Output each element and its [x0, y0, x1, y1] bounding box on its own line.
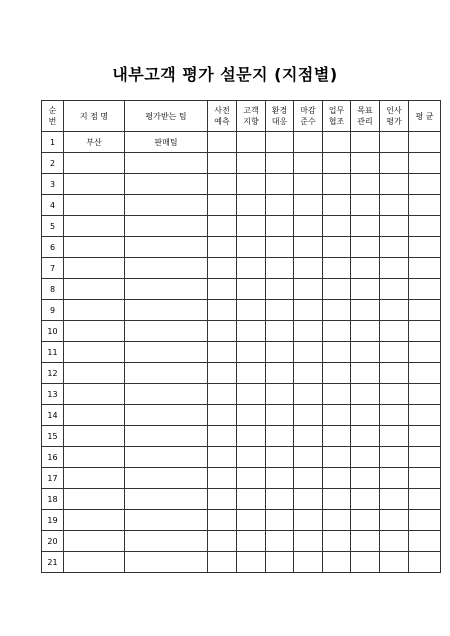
score-cell[interactable]: [208, 426, 237, 447]
score-cell[interactable]: [409, 258, 441, 279]
column-header-line1: 환경: [271, 106, 288, 115]
branch-name-cell: [64, 489, 125, 510]
column-header-line1: 지 점 명: [79, 111, 109, 121]
score-cell[interactable]: [323, 279, 351, 300]
score-cell[interactable]: [294, 384, 323, 405]
team-name-cell: [125, 174, 208, 195]
score-cell[interactable]: [208, 405, 237, 426]
score-cell[interactable]: [351, 258, 380, 279]
score-cell[interactable]: [266, 174, 294, 195]
score-cell[interactable]: [380, 132, 409, 153]
score-cell[interactable]: [266, 132, 294, 153]
branch-name-cell: [64, 279, 125, 300]
team-name-cell: [125, 363, 208, 384]
score-cell[interactable]: [294, 174, 323, 195]
row-number-cell: 5: [42, 216, 64, 237]
score-cell[interactable]: [294, 468, 323, 489]
score-cell[interactable]: [208, 216, 237, 237]
score-cell[interactable]: [380, 426, 409, 447]
score-cell[interactable]: [351, 405, 380, 426]
score-cell[interactable]: [208, 132, 237, 153]
row-number-cell: 1: [42, 132, 64, 153]
row-number-cell: 7: [42, 258, 64, 279]
table-row: [42, 405, 441, 426]
score-cell[interactable]: [380, 153, 409, 174]
score-cell[interactable]: [266, 384, 294, 405]
score-cell[interactable]: [351, 321, 380, 342]
row-number-cell: 16: [42, 447, 64, 468]
score-cell[interactable]: [323, 426, 351, 447]
column-header: [323, 101, 351, 132]
branch-name-cell: [64, 195, 125, 216]
score-cell[interactable]: [208, 510, 237, 531]
column-header-line2: 준수: [300, 117, 316, 126]
score-cell[interactable]: [380, 300, 409, 321]
column-header: [409, 101, 441, 132]
score-cell[interactable]: [409, 153, 441, 174]
score-cell[interactable]: [266, 237, 294, 258]
score-cell[interactable]: [237, 531, 266, 552]
branch-name-cell: [64, 258, 125, 279]
score-cell[interactable]: [266, 342, 294, 363]
score-cell[interactable]: [351, 531, 380, 552]
score-cell[interactable]: [237, 363, 266, 384]
score-cell[interactable]: [208, 321, 237, 342]
score-cell[interactable]: [351, 153, 380, 174]
score-cell[interactable]: [409, 489, 441, 510]
score-cell[interactable]: [237, 195, 266, 216]
team-name-cell: 판매팀: [125, 132, 208, 153]
column-header-line2: 대응: [271, 117, 288, 126]
score-cell[interactable]: [323, 447, 351, 468]
row-number-cell: 9: [42, 300, 64, 321]
score-cell[interactable]: [266, 489, 294, 510]
table-row: [42, 300, 441, 321]
score-cell[interactable]: [351, 342, 380, 363]
column-header-line1: 평 균: [415, 111, 434, 121]
score-cell[interactable]: [351, 132, 380, 153]
score-cell[interactable]: [409, 468, 441, 489]
score-cell[interactable]: [266, 468, 294, 489]
score-cell[interactable]: [351, 237, 380, 258]
team-name-cell: [125, 237, 208, 258]
score-cell[interactable]: [380, 384, 409, 405]
score-cell[interactable]: [266, 300, 294, 321]
score-cell[interactable]: [208, 531, 237, 552]
score-cell[interactable]: [237, 489, 266, 510]
score-cell[interactable]: [208, 363, 237, 384]
table-row: [42, 321, 441, 342]
score-cell[interactable]: [409, 321, 441, 342]
branch-name-cell: [64, 300, 125, 321]
score-cell[interactable]: [351, 384, 380, 405]
branch-name-cell: [64, 552, 125, 573]
column-header-line1: 평가받는 팀: [145, 111, 187, 121]
column-header: [266, 101, 294, 132]
table-row: [42, 237, 441, 258]
column-header: [294, 101, 323, 132]
table-row: [42, 258, 441, 279]
score-cell[interactable]: [409, 426, 441, 447]
score-cell[interactable]: [351, 363, 380, 384]
table-row: [42, 153, 441, 174]
score-cell[interactable]: [409, 552, 441, 573]
score-cell[interactable]: [323, 510, 351, 531]
column-header-line1: 고객: [243, 106, 259, 115]
row-number-cell: 13: [42, 384, 64, 405]
branch-name-cell: [64, 174, 125, 195]
row-number-cell: 10: [42, 321, 64, 342]
score-cell[interactable]: [323, 468, 351, 489]
score-cell[interactable]: [208, 342, 237, 363]
table-row: [42, 279, 441, 300]
column-header: [42, 101, 64, 132]
score-cell[interactable]: [294, 237, 323, 258]
score-cell[interactable]: [237, 552, 266, 573]
score-cell[interactable]: [409, 216, 441, 237]
score-cell[interactable]: [266, 279, 294, 300]
row-number-cell: 18: [42, 489, 64, 510]
score-cell[interactable]: [380, 531, 409, 552]
table-row: [42, 552, 441, 573]
score-cell[interactable]: [323, 531, 351, 552]
score-cell[interactable]: [351, 510, 380, 531]
team-name-cell: [125, 447, 208, 468]
team-name-cell: [125, 405, 208, 426]
score-cell[interactable]: [266, 552, 294, 573]
score-cell[interactable]: [380, 363, 409, 384]
column-header-line2: 협조: [328, 117, 345, 126]
branch-name-cell: [64, 153, 125, 174]
score-cell[interactable]: [380, 279, 409, 300]
team-name-cell: [125, 384, 208, 405]
score-cell[interactable]: [266, 510, 294, 531]
survey-table: [41, 100, 441, 573]
table-row: [42, 216, 441, 237]
score-cell[interactable]: [323, 216, 351, 237]
score-cell[interactable]: [409, 237, 441, 258]
team-name-cell: [125, 426, 208, 447]
score-cell[interactable]: [237, 342, 266, 363]
score-cell[interactable]: [380, 258, 409, 279]
score-cell[interactable]: [266, 531, 294, 552]
score-cell[interactable]: [351, 489, 380, 510]
team-name-cell: [125, 552, 208, 573]
score-cell[interactable]: [237, 153, 266, 174]
row-number-cell: 11: [42, 342, 64, 363]
score-cell[interactable]: [323, 153, 351, 174]
column-header-line2: 평가: [386, 117, 402, 126]
score-cell[interactable]: [323, 342, 351, 363]
branch-name-cell: [64, 405, 125, 426]
score-cell[interactable]: [323, 132, 351, 153]
score-cell[interactable]: [351, 174, 380, 195]
team-name-cell: [125, 195, 208, 216]
score-cell[interactable]: [323, 405, 351, 426]
score-cell[interactable]: [409, 363, 441, 384]
column-header-line1: 업무: [328, 106, 345, 115]
score-cell[interactable]: [208, 300, 237, 321]
score-cell[interactable]: [208, 174, 237, 195]
score-cell[interactable]: [237, 258, 266, 279]
score-cell[interactable]: [208, 552, 237, 573]
score-cell[interactable]: [294, 342, 323, 363]
score-cell[interactable]: [237, 237, 266, 258]
branch-name-cell: [64, 216, 125, 237]
row-number-cell: 8: [42, 279, 64, 300]
score-cell[interactable]: [409, 447, 441, 468]
score-cell[interactable]: [351, 216, 380, 237]
score-cell[interactable]: [323, 489, 351, 510]
table-row: [42, 132, 441, 153]
column-header: [237, 101, 266, 132]
score-cell[interactable]: [266, 447, 294, 468]
score-cell[interactable]: [266, 195, 294, 216]
score-cell[interactable]: [237, 279, 266, 300]
score-cell[interactable]: [409, 195, 441, 216]
score-cell[interactable]: [294, 132, 323, 153]
team-name-cell: [125, 321, 208, 342]
row-number-cell: 12: [42, 363, 64, 384]
team-name-cell: [125, 300, 208, 321]
column-header-line1: 인사: [386, 106, 402, 115]
column-header-line1: 사전: [214, 106, 230, 115]
score-cell[interactable]: [208, 447, 237, 468]
table-row: [42, 384, 441, 405]
score-cell[interactable]: [208, 468, 237, 489]
branch-name-cell: [64, 510, 125, 531]
score-cell[interactable]: [409, 342, 441, 363]
column-header: [380, 101, 409, 132]
branch-name-cell: [64, 447, 125, 468]
score-cell[interactable]: [266, 321, 294, 342]
score-cell[interactable]: [294, 363, 323, 384]
score-cell[interactable]: [351, 279, 380, 300]
score-cell[interactable]: [208, 153, 237, 174]
column-header-line2: 지향: [243, 117, 259, 126]
score-cell[interactable]: [380, 321, 409, 342]
score-cell[interactable]: [237, 321, 266, 342]
score-cell[interactable]: [237, 132, 266, 153]
score-cell[interactable]: [380, 489, 409, 510]
header-row: [42, 101, 441, 132]
score-cell[interactable]: [266, 216, 294, 237]
table-body: [42, 132, 441, 573]
score-cell[interactable]: [323, 384, 351, 405]
score-cell[interactable]: [294, 279, 323, 300]
score-cell[interactable]: [409, 405, 441, 426]
score-cell[interactable]: [266, 258, 294, 279]
table-row: [42, 468, 441, 489]
score-cell[interactable]: [409, 300, 441, 321]
score-cell[interactable]: [266, 426, 294, 447]
branch-name-cell: [64, 468, 125, 489]
branch-name-cell: [64, 384, 125, 405]
branch-name-cell: [64, 426, 125, 447]
score-cell[interactable]: [380, 552, 409, 573]
table-row: [42, 510, 441, 531]
score-cell[interactable]: [237, 384, 266, 405]
branch-name-cell: [64, 342, 125, 363]
row-number-cell: 2: [42, 153, 64, 174]
branch-name-cell: [64, 531, 125, 552]
team-name-cell: [125, 489, 208, 510]
score-cell[interactable]: [323, 237, 351, 258]
score-cell[interactable]: [409, 174, 441, 195]
score-cell[interactable]: [323, 321, 351, 342]
column-header: [125, 101, 208, 132]
score-cell[interactable]: [409, 132, 441, 153]
score-cell[interactable]: [380, 216, 409, 237]
row-number-cell: 17: [42, 468, 64, 489]
score-cell[interactable]: [380, 405, 409, 426]
column-header-line2: 예측: [214, 117, 230, 126]
score-cell[interactable]: [323, 174, 351, 195]
score-cell[interactable]: [294, 447, 323, 468]
column-header: [64, 101, 125, 132]
branch-name-cell: 부산: [64, 132, 125, 153]
score-cell[interactable]: [351, 300, 380, 321]
score-cell[interactable]: [351, 552, 380, 573]
table-row: [42, 342, 441, 363]
score-cell[interactable]: [266, 153, 294, 174]
row-number-cell: 14: [42, 405, 64, 426]
score-cell[interactable]: [237, 426, 266, 447]
score-cell[interactable]: [294, 153, 323, 174]
score-cell[interactable]: [208, 489, 237, 510]
score-cell[interactable]: [409, 279, 441, 300]
column-header-line1: 목표: [357, 106, 373, 115]
team-name-cell: [125, 216, 208, 237]
column-header-line1: 마감: [300, 106, 316, 115]
score-cell[interactable]: [323, 552, 351, 573]
score-cell[interactable]: [294, 426, 323, 447]
score-cell[interactable]: [237, 510, 266, 531]
score-cell[interactable]: [237, 216, 266, 237]
team-name-cell: [125, 153, 208, 174]
score-cell[interactable]: [208, 195, 237, 216]
score-cell[interactable]: [294, 405, 323, 426]
table-row: [42, 447, 441, 468]
score-cell[interactable]: [294, 300, 323, 321]
score-cell[interactable]: [380, 195, 409, 216]
row-number-cell: 20: [42, 531, 64, 552]
score-cell[interactable]: [380, 174, 409, 195]
table-row: [42, 426, 441, 447]
document-title: 내부고객 평가 설문지 (지점별): [112, 65, 338, 84]
score-cell[interactable]: [380, 447, 409, 468]
score-cell[interactable]: [380, 237, 409, 258]
score-cell[interactable]: [294, 195, 323, 216]
team-name-cell: [125, 342, 208, 363]
score-cell[interactable]: [351, 195, 380, 216]
column-header-line1: 순: [48, 106, 57, 115]
score-cell[interactable]: [380, 468, 409, 489]
score-cell[interactable]: [294, 216, 323, 237]
score-cell[interactable]: [323, 363, 351, 384]
score-cell[interactable]: [237, 300, 266, 321]
score-cell[interactable]: [237, 468, 266, 489]
score-cell[interactable]: [208, 384, 237, 405]
table-row: [42, 195, 441, 216]
score-cell[interactable]: [266, 363, 294, 384]
score-cell[interactable]: [351, 426, 380, 447]
score-cell[interactable]: [323, 258, 351, 279]
branch-name-cell: [64, 363, 125, 384]
table-row: [42, 363, 441, 384]
branch-name-cell: [64, 237, 125, 258]
score-cell[interactable]: [409, 531, 441, 552]
team-name-cell: [125, 258, 208, 279]
score-cell[interactable]: [409, 510, 441, 531]
score-cell[interactable]: [294, 552, 323, 573]
row-number-cell: 15: [42, 426, 64, 447]
score-cell[interactable]: [208, 279, 237, 300]
score-cell[interactable]: [323, 300, 351, 321]
row-number-cell: 6: [42, 237, 64, 258]
score-cell[interactable]: [409, 384, 441, 405]
score-cell[interactable]: [294, 510, 323, 531]
table-row: [42, 531, 441, 552]
team-name-cell: [125, 468, 208, 489]
row-number-cell: 21: [42, 552, 64, 573]
score-cell[interactable]: [294, 321, 323, 342]
table-row: [42, 174, 441, 195]
branch-name-cell: [64, 321, 125, 342]
team-name-cell: [125, 510, 208, 531]
row-number-cell: 4: [42, 195, 64, 216]
team-name-cell: [125, 531, 208, 552]
score-cell[interactable]: [208, 237, 237, 258]
score-cell[interactable]: [380, 510, 409, 531]
table-row: [42, 489, 441, 510]
score-cell[interactable]: [237, 405, 266, 426]
column-header: [351, 101, 380, 132]
score-cell[interactable]: [380, 342, 409, 363]
score-cell[interactable]: [208, 258, 237, 279]
row-number-cell: 3: [42, 174, 64, 195]
score-cell[interactable]: [294, 531, 323, 552]
score-cell[interactable]: [237, 174, 266, 195]
score-cell[interactable]: [323, 195, 351, 216]
column-header-line2: 번: [48, 117, 57, 126]
score-cell[interactable]: [351, 468, 380, 489]
score-cell[interactable]: [294, 258, 323, 279]
score-cell[interactable]: [294, 489, 323, 510]
score-cell[interactable]: [266, 405, 294, 426]
column-header: [208, 101, 237, 132]
score-cell[interactable]: [351, 447, 380, 468]
score-cell[interactable]: [237, 447, 266, 468]
team-name-cell: [125, 279, 208, 300]
row-number-cell: 19: [42, 510, 64, 531]
column-header-line2: 관리: [357, 117, 373, 126]
